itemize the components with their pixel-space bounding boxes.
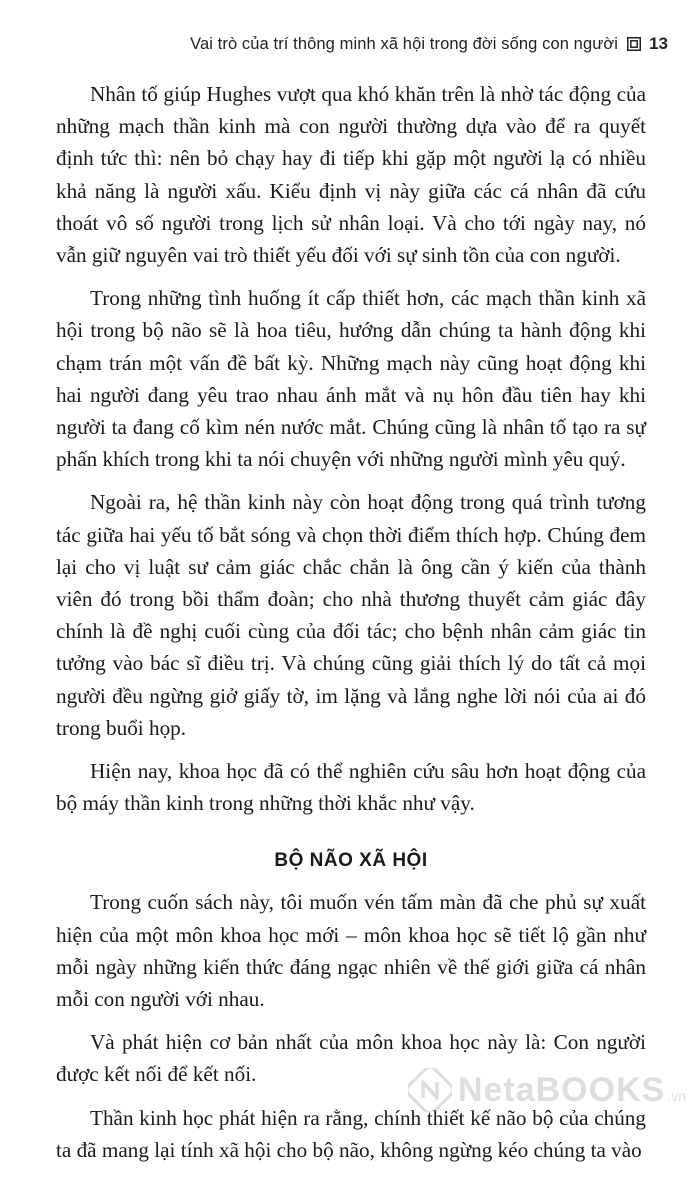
netabooks-logo-icon <box>408 1068 452 1112</box>
chapter-title: Vai trò của trí thông minh xã hội trong đời sống con người <box>190 34 619 53</box>
watermark-suffix: .vn <box>667 1088 686 1104</box>
paragraph: Trong cuốn sách này, tôi muốn vén tấm màn đã che phủ sự xuất hiện của một môn khoa học mới – môn khoa học sẽ tiết lộ gần như mỗi ngày những kiến thức đáng ngạc nhiên về thế giới giữa cá nhân mỗi con người với nhau. <box>56 890 646 1012</box>
paragraph: Ngoài ra, hệ thần kinh này còn hoạt động trong quá trình tương tác giữa hai yếu tố bắt sóng và chọn thời điểm thích hợp. Chúng đem lại cho vị luật sư cảm giác chắc chắn là ông cần ý kiến của thành viên đó trong bồi thẩm đoàn; cho nhà thương thuyết cảm giác đây chính là đề nghị cuối cùng của đối tác; cho bệnh nhân cảm giác tin tưởng vào bác sĩ điều trị. Và chúng cũng giải thích lý do tất cả mọi người đều ngừng giở giấy tờ, im lặng và lắng nghe lời nói của ai đó trong buổi họp. <box>56 490 646 740</box>
watermark <box>408 1068 686 1112</box>
page-number: 13 <box>649 34 668 53</box>
section-heading: BỘ NÃO XÃ HỘI <box>274 850 428 872</box>
paragraph: Hiện nay, khoa học đã có thể nghiên cứu sâu hơn hoạt động của bộ máy thần kinh trong những thời khắc như vậy. <box>56 759 646 816</box>
paragraph: Nhân tố giúp Hughes vượt qua khó khăn trên là nhờ tác động của những mạch thần kinh mà con người thường dựa vào để ra quyết định tức thì: nên bỏ chạy hay đi tiếp khi gặp một người lạ có nhiều khả năng là người xấu. Kiểu định vị này giữa các cá nhân đã cứu thoát vô số người trong lịch sử nhân loại. Và cho tới ngày nay, nó vẫn giữ nguyên vai trò thiết yếu đối với sự sinh tồn của con người. <box>56 82 646 268</box>
paragraph: Và phát hiện cơ bản nhất của môn khoa học này là: Con người được kết nối để kết nối. <box>56 1030 646 1087</box>
paragraph: Trong những tình huống ít cấp thiết hơn, các mạch thần kinh xã hội trong bộ não sẽ là hoa tiêu, hướng dẫn chúng ta hành động khi chạm trán một vấn đề bất kỳ. Những mạch này cũng hoạt động khi hai người đang yêu trao nhau ánh mắt và nụ hôn đầu tiên hay khi người ta đang cố kìm nén nước mắt. Chúng cũng là nhân tố tạo ra sự phấn khích trong khi ta nói chuyện với những người mình yêu quý. <box>56 286 646 472</box>
running-header <box>60 30 668 58</box>
body-text <box>56 78 646 1177</box>
book-icon <box>627 37 641 51</box>
paragraph: Thần kinh học phát hiện ra rằng, chính thiết kế não bộ của chúng ta đã mang lại tính xã hội cho bộ não, không ngừng kéo chúng ta vào <box>56 1105 646 1162</box>
watermark-brand: NetaBOOKS <box>457 1070 666 1109</box>
